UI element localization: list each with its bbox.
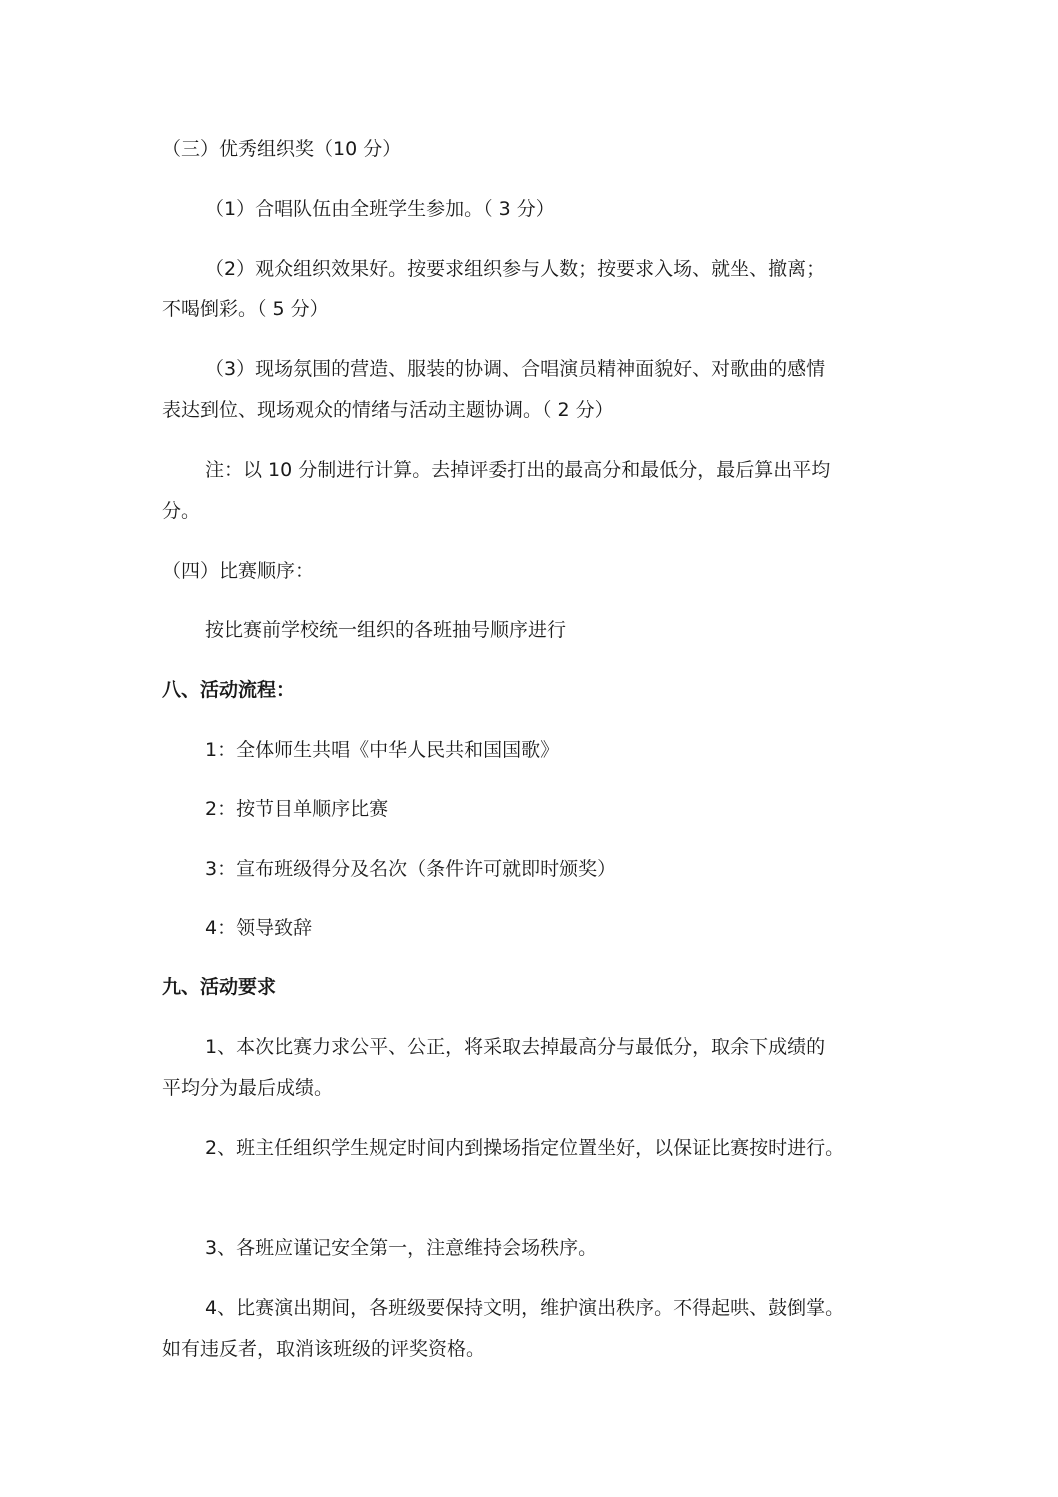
flow-item-2: 2：按节目单顺序比赛 [205,798,389,820]
flow-item-3: 3：宣布班级得分及名次（条件许可就即时颁奖） [205,858,617,880]
requirement-1-line-1: 1、本次比赛力求公平、公正，将采取去掉最高分与最低分，取余下成绩的 [205,1036,826,1058]
requirement-4-line-1: 4、比赛演出期间，各班级要保持文明，维护演出秩序。不得起哄、鼓倒掌。 [205,1297,845,1319]
section-9-heading: 九、活动要求 [162,976,277,998]
award-item-3-line-2: 表达到位、现场观众的情绪与活动主题协调。（ 2 分） [162,399,614,421]
section-3-heading: （三）优秀组织奖（10 分） [162,138,402,160]
flow-item-1: 1：全体师生共唱《中华人民共和国国歌》 [205,739,560,761]
section-4-heading: （四）比赛顺序： [162,560,315,582]
requirement-2: 2、班主任组织学生规定时间内到操场指定位置坐好，以保证比赛按时进行。 [205,1137,845,1159]
scoring-note-line-1: 注：以 10 分制进行计算。去掉评委打出的最高分和最低分，最后算出平均 [205,459,831,481]
award-item-2-line-2: 不喝倒彩。（ 5 分） [162,298,329,320]
award-item-1: （1）合唱队伍由全班学生参加。（ 3 分） [205,198,555,220]
requirement-4-line-2: 如有违反者，取消该班级的评奖资格。 [162,1338,486,1360]
scoring-note-line-2: 分。 [162,500,201,522]
award-item-2-line-1: （2）观众组织效果好。按要求组织参与人数；按要求入场、就坐、撤离； [205,258,826,280]
section-4-body: 按比赛前学校统一组织的各班抽号顺序进行 [205,619,567,641]
requirement-3: 3、各班应谨记安全第一，注意维持会场秩序。 [205,1237,598,1259]
requirement-1-line-2: 平均分为最后成绩。 [162,1077,334,1099]
flow-item-4: 4：领导致辞 [205,917,313,939]
section-8-heading: 八、活动流程： [162,679,296,701]
award-item-3-line-1: （3）现场氛围的营造、服装的协调、合唱演员精神面貌好、对歌曲的感情 [205,358,826,380]
